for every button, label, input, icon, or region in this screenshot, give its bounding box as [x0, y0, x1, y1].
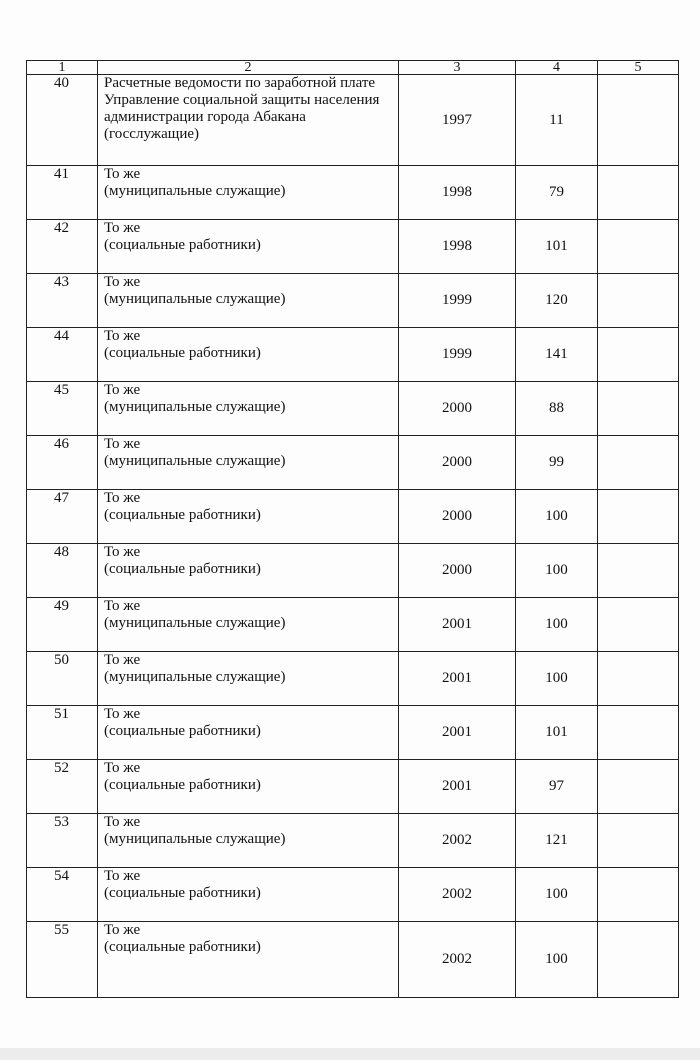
table-row: [27, 706, 679, 760]
title-line: Расчетные ведомости по заработной плате: [104, 75, 376, 91]
cell-sheet-count: 100: [516, 868, 598, 922]
cell-year: 2002: [399, 868, 516, 922]
cell-sheet-count: 141: [516, 328, 598, 382]
title-line: То же: [104, 922, 141, 938]
title-line: (муниципальные служащие): [104, 669, 286, 685]
title-line: То же: [104, 760, 141, 776]
title-line: (социальные работники): [104, 777, 261, 793]
cell-note: [598, 868, 679, 922]
table-row: [27, 382, 679, 436]
cell-sheet-count: 11: [516, 75, 598, 166]
cell-year: 2001: [399, 598, 516, 652]
title-line: (социальные работники): [104, 885, 261, 901]
cell-note: [598, 598, 679, 652]
title-line: (социальные работники): [104, 507, 261, 523]
cell-note: [598, 652, 679, 706]
cell-sheet-count: 100: [516, 490, 598, 544]
cell-title: [98, 436, 399, 490]
cell-item-number: 51: [27, 706, 98, 760]
title-line: То же: [104, 544, 141, 560]
cell-title: [98, 868, 399, 922]
cell-sheet-count: 100: [516, 922, 598, 998]
header-col-1: 1: [27, 61, 98, 75]
cell-title: [98, 598, 399, 652]
cell-sheet-count: 97: [516, 760, 598, 814]
cell-year: 2001: [399, 652, 516, 706]
cell-year: 1999: [399, 274, 516, 328]
cell-item-number: 45: [27, 382, 98, 436]
title-line: (социальные работники): [104, 237, 261, 253]
title-line: То же: [104, 652, 141, 668]
cell-sheet-count: 100: [516, 544, 598, 598]
cell-note: [598, 328, 679, 382]
cell-year: 2001: [399, 706, 516, 760]
cell-note: [598, 436, 679, 490]
cell-sheet-count: 121: [516, 814, 598, 868]
title-line: (муниципальные служащие): [104, 291, 286, 307]
header-col-5: 5: [598, 61, 679, 75]
header-col-2: 2: [98, 61, 399, 75]
cell-title: [98, 382, 399, 436]
cell-year: 2000: [399, 382, 516, 436]
cell-sheet-count: 100: [516, 598, 598, 652]
cell-title: [98, 75, 399, 166]
title-line: (муниципальные служащие): [104, 453, 286, 469]
cell-item-number: 55: [27, 922, 98, 998]
cell-note: [598, 166, 679, 220]
cell-title: [98, 490, 399, 544]
cell-item-number: 46: [27, 436, 98, 490]
cell-item-number: 54: [27, 868, 98, 922]
cell-item-number: 53: [27, 814, 98, 868]
cell-item-number: 50: [27, 652, 98, 706]
cell-title: [98, 220, 399, 274]
cell-item-number: 47: [27, 490, 98, 544]
cell-note: [598, 814, 679, 868]
title-line: То же: [104, 490, 141, 506]
cell-title: [98, 706, 399, 760]
cell-note: [598, 760, 679, 814]
cell-item-number: 44: [27, 328, 98, 382]
cell-year: 2001: [399, 760, 516, 814]
table-body: [27, 75, 679, 998]
cell-title: [98, 328, 399, 382]
cell-title: [98, 166, 399, 220]
cell-year: 1998: [399, 166, 516, 220]
table-row: [27, 328, 679, 382]
table-row: [27, 544, 679, 598]
table-row: [27, 652, 679, 706]
cell-note: [598, 490, 679, 544]
cell-sheet-count: 99: [516, 436, 598, 490]
title-line: То же: [104, 166, 141, 182]
cell-item-number: 43: [27, 274, 98, 328]
table-row: [27, 436, 679, 490]
cell-item-number: 49: [27, 598, 98, 652]
title-line: То же: [104, 220, 141, 236]
title-line: (муниципальные служащие): [104, 399, 286, 415]
cell-item-number: 41: [27, 166, 98, 220]
header-col-4: 4: [516, 61, 598, 75]
cell-sheet-count: 88: [516, 382, 598, 436]
cell-note: [598, 544, 679, 598]
title-line: То же: [104, 706, 141, 722]
title-line: (муниципальные служащие): [104, 831, 286, 847]
header-col-3: 3: [399, 61, 516, 75]
title-line: То же: [104, 598, 141, 614]
cell-item-number: 48: [27, 544, 98, 598]
title-line: То же: [104, 868, 141, 884]
cell-note: [598, 220, 679, 274]
cell-note: [598, 706, 679, 760]
cell-title: [98, 760, 399, 814]
cell-title: [98, 274, 399, 328]
table-row: [27, 598, 679, 652]
cell-year: 1998: [399, 220, 516, 274]
scan-edge: [0, 1048, 700, 1060]
cell-sheet-count: 100: [516, 652, 598, 706]
title-line: То же: [104, 814, 141, 830]
title-line: (социальные работники): [104, 723, 261, 739]
title-line: (госслужащие): [104, 126, 200, 142]
title-line: То же: [104, 436, 141, 452]
title-line: (муниципальные служащие): [104, 183, 286, 199]
table-row: [27, 220, 679, 274]
title-line: (социальные работники): [104, 345, 261, 361]
title-line: Управление социальной защиты населения: [104, 92, 380, 108]
table-row: [27, 490, 679, 544]
cell-year: 2000: [399, 436, 516, 490]
table-row: [27, 760, 679, 814]
cell-year: 2002: [399, 922, 516, 998]
table-row: [27, 868, 679, 922]
title-line: (социальные работники): [104, 561, 261, 577]
cell-note: [598, 922, 679, 998]
cell-title: [98, 922, 399, 998]
title-line: (муниципальные служащие): [104, 615, 286, 631]
table-row: [27, 75, 679, 166]
cell-note: [598, 274, 679, 328]
table-row: [27, 922, 679, 998]
title-line: администрации города Абакана: [104, 109, 306, 125]
cell-item-number: 40: [27, 75, 98, 166]
cell-title: [98, 814, 399, 868]
table-row: [27, 814, 679, 868]
header-row: [27, 61, 679, 75]
table-row: [27, 166, 679, 220]
title-line: То же: [104, 328, 141, 344]
inventory-table: [26, 60, 679, 998]
cell-title: [98, 652, 399, 706]
cell-title: [98, 544, 399, 598]
table-row: [27, 274, 679, 328]
title-line: То же: [104, 382, 141, 398]
table-header: [27, 61, 679, 75]
cell-year: 2002: [399, 814, 516, 868]
cell-sheet-count: 79: [516, 166, 598, 220]
cell-note: [598, 75, 679, 166]
cell-year: 1997: [399, 75, 516, 166]
cell-item-number: 42: [27, 220, 98, 274]
cell-year: 2000: [399, 490, 516, 544]
cell-note: [598, 382, 679, 436]
title-line: (социальные работники): [104, 939, 261, 955]
cell-year: 1999: [399, 328, 516, 382]
title-line: То же: [104, 274, 141, 290]
cell-sheet-count: 101: [516, 220, 598, 274]
cell-year: 2000: [399, 544, 516, 598]
cell-item-number: 52: [27, 760, 98, 814]
cell-sheet-count: 101: [516, 706, 598, 760]
cell-sheet-count: 120: [516, 274, 598, 328]
